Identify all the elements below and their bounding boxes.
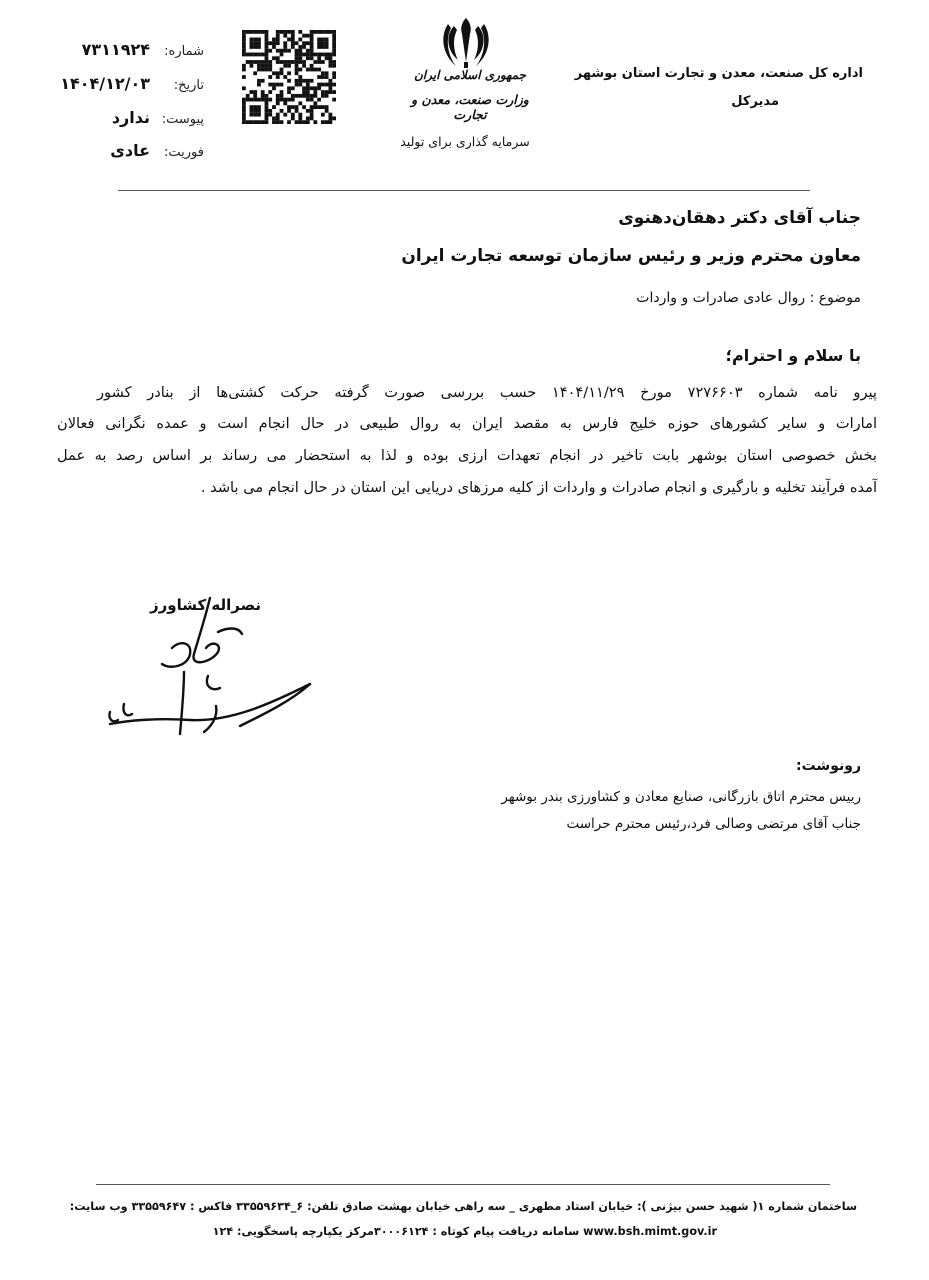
cc-line: جناب آقای مرتضی وصالی فرد،رئیس محترم حراست <box>566 816 861 832</box>
body-line: امارات و سایر کشورهای حوزه خلیج فارس به مقصد ایران به روال طبیعی در حال انجام است و عمده نگرانی فعالان <box>57 415 877 432</box>
footer-contact <box>180 1225 717 1238</box>
meta-date <box>62 74 212 100</box>
handwritten-signature <box>100 592 320 742</box>
attachment-label: پیوست: <box>161 112 204 127</box>
org-name: اداره کل صنعت، معدن و تجارت استان بوشهر <box>574 66 863 81</box>
recipient-title: معاون محترم وزیر و رئیس سازمان توسعه تجارت ایران <box>401 246 861 266</box>
body-line: بخش خصوصی استان بوشهر بابت تاخیر در انجام تعهدات ارزی بوده و لذا به استحضار می رساند بر اساس رصد به عمل <box>57 447 877 464</box>
meta-number <box>62 40 212 66</box>
subject: موضوع : روال عادی صادرات و واردات <box>636 290 861 306</box>
qr-code-icon <box>242 30 336 124</box>
org-role: مدیرکل <box>731 94 779 109</box>
date-label: تاریخ: <box>173 78 204 93</box>
slogan: سرمایه گذاری برای تولید <box>400 134 530 149</box>
greeting: با سلام و احترام؛ <box>725 346 861 365</box>
recipient-name: جناب آقای دکتر دهقان‌دهنوی <box>618 208 861 228</box>
header-divider <box>118 190 810 191</box>
footer-address: ساختمان شماره ۱( شهید حسن بیژنی ): خیابان استاد مطهری _ سه راهی خیابان بهشت صادق تلفن: ۶_۳۳۵۵۹۶۳۴ فاکس : ۳۳۵۵۹۶۴۷ وب سایت: <box>69 1200 857 1213</box>
ministry-country: جمهوری اسلامی ایران <box>413 68 527 82</box>
ministry-name: وزارت صنعت، معدن و تجارت <box>411 92 529 122</box>
priority-value: عادی <box>110 141 150 160</box>
cc-title: رونوشت: <box>796 758 861 774</box>
signatory-name: نصراله کشاورز <box>150 596 262 614</box>
footer-website[interactable]: www.bsh.mimt.gov.ir <box>583 1225 717 1238</box>
footer-divider <box>96 1184 830 1185</box>
meta-attachment <box>62 108 212 134</box>
footer-sms: سامانه دریافت پیام کوتاه : ۳۰۰۰۶۱۲۴مرکز یکپارچه پاسخگویی: ۱۲۴ <box>212 1225 580 1238</box>
number-value: ۷۳۱۱۹۲۴ <box>81 40 150 59</box>
priority-label: فوریت: <box>164 145 204 160</box>
body-line: آمده فرآیند تخلیه و بارگیری و انجام صادرات و واردات از کلیه مرزهای دریایی این استان در حال انجام می باشد . <box>200 479 877 496</box>
body-line: پیرو نامه شماره ۷۲۷۶۶۰۳ مورخ ۱۴۰۴/۱۱/۲۹ حسب بررسی صورت گرفته حرکت کشتی‌ها از بنادر کشور <box>97 384 877 401</box>
number-label: شماره: <box>164 44 204 59</box>
attachment-value: ندارد <box>111 108 150 127</box>
date-value: ۱۴۰۴/۱۲/۰۳ <box>60 74 150 93</box>
iran-emblem-icon <box>440 14 492 70</box>
meta-priority <box>62 141 212 167</box>
cc-line: رییس محترم اتاق بازرگانی، صنایع معادن و کشاورزی بندر بوشهر <box>501 789 861 805</box>
